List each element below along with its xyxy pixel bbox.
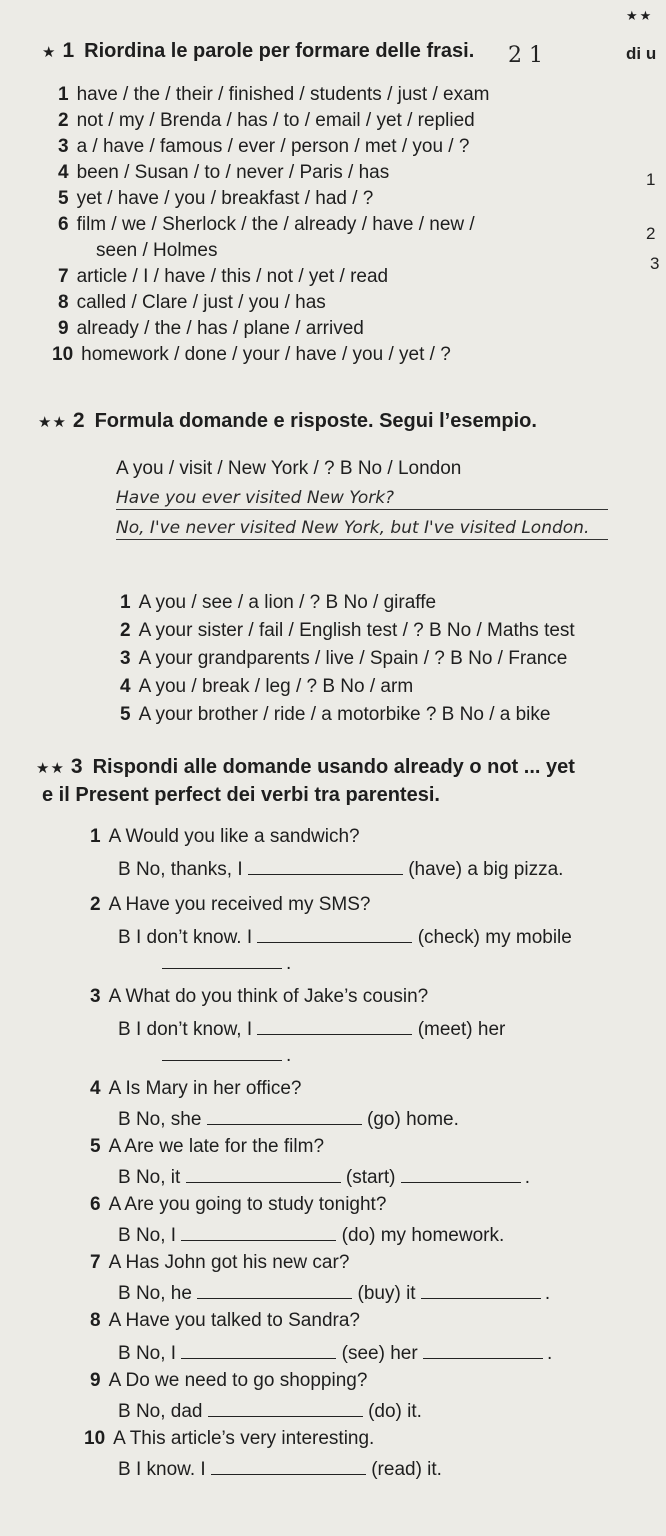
- ex1-item: 6 film / we / Sherlock / the / already / have / new /: [58, 214, 475, 235]
- ex3-question: 9 A Do we need to go shopping?: [90, 1370, 368, 1391]
- ex2-example-answer: No, I've never visited New York, but I've visited London.: [116, 518, 608, 540]
- ex3-question: 1 A Would you like a sandwich?: [90, 826, 360, 847]
- difficulty-stars: ★★: [626, 8, 654, 23]
- ex2-number: 2: [72, 409, 85, 432]
- ex1-item-continued: seen / Holmes: [96, 240, 218, 261]
- ex3-answer: B No, he (buy) it .: [118, 1280, 550, 1305]
- ex2-item: 4 A you / break / leg / ? B No / arm: [120, 676, 414, 697]
- margin-number: 2: [646, 224, 656, 243]
- ex3-answer-continued: .: [162, 1042, 291, 1067]
- ex1-item: 10 homework / done / your / have / you / yet / ?: [52, 344, 451, 365]
- ex2-item: 1 A you / see / a lion / ? B No / giraffe: [120, 592, 437, 613]
- ex3-answer-continued: .: [162, 950, 291, 975]
- handwritten-scribble: 2 1: [508, 43, 543, 68]
- answer-blank[interactable]: [423, 1340, 543, 1359]
- ex3-question: 5 A Are we late for the film?: [90, 1136, 325, 1157]
- ex1-item: 1 have / the / their / finished / students / just / exam: [58, 84, 490, 105]
- ex3-answer: B No, I (see) her .: [118, 1340, 552, 1365]
- answer-blank[interactable]: [197, 1280, 352, 1299]
- ex3-answer: B I don’t know. I (check) my mobile: [118, 924, 572, 949]
- answer-blank[interactable]: [162, 1042, 282, 1061]
- ex3-answer: B No, I (do) my homework.: [118, 1222, 504, 1247]
- ex1-item: 3 a / have / famous / ever / person / met / you / ?: [58, 136, 470, 157]
- star-icon: ★★: [36, 760, 65, 777]
- margin-number: 3: [650, 254, 660, 273]
- ex1-item: 8 called / Clare / just / you / has: [58, 292, 326, 313]
- answer-blank[interactable]: [211, 1456, 366, 1475]
- ex3-question: 7 A Has John got his new car?: [90, 1252, 350, 1273]
- ex1-instruction: Riordina le parole per formare delle frasi.: [84, 40, 475, 62]
- ex2-item: 3 A your grandparents / live / Spain / ? B No / France: [120, 648, 568, 669]
- ex1-item: 9 already / the / has / plane / arrived: [58, 318, 364, 339]
- ex3-answer: B No, she (go) home.: [118, 1106, 459, 1131]
- ex2-instruction: Formula domande e risposte. Segui l’esempio.: [94, 410, 537, 432]
- answer-blank[interactable]: [162, 950, 282, 969]
- ex3-number: 3: [70, 755, 83, 778]
- ex3-answer: B I know. I (read) it.: [118, 1456, 442, 1481]
- answer-blank[interactable]: [181, 1340, 336, 1359]
- ex3-answer: B I don’t know, I (meet) her: [118, 1016, 505, 1041]
- answer-blank[interactable]: [186, 1164, 341, 1183]
- margin-number: 1: [646, 170, 656, 189]
- answer-blank[interactable]: [257, 924, 412, 943]
- ex3-instruction-line2: e il Present perfect dei verbi tra parentesi.: [42, 784, 440, 806]
- ex3-question: 3 A What do you think of Jake’s cousin?: [90, 986, 429, 1007]
- ex1-number: 1: [62, 39, 75, 62]
- ex3-question: 10 A This article’s very interesting.: [84, 1428, 375, 1449]
- answer-blank[interactable]: [421, 1280, 541, 1299]
- ex3-question: 8 A Have you talked to Sandra?: [90, 1310, 360, 1331]
- ex3-question: 4 A Is Mary in her office?: [90, 1078, 302, 1099]
- star-icon: ★: [42, 44, 57, 61]
- ex1-item: 7 article / I / have / this / not / yet / read: [58, 266, 389, 287]
- ex2-example-answer: Have you ever visited New York?: [116, 488, 608, 510]
- ex3-question: 6 A Are you going to study tonight?: [90, 1194, 387, 1215]
- margin-cut-text: di u: [626, 44, 657, 63]
- ex2-item: 5 A your brother / ride / a motorbike ? B No / a bike: [120, 704, 551, 725]
- answer-blank[interactable]: [181, 1222, 336, 1241]
- ex1-heading: [42, 40, 474, 64]
- ex3-answer: B No, thanks, I (have) a big pizza.: [118, 856, 563, 881]
- ex2-item: 2 A your sister / fail / English test / ? B No / Maths test: [120, 620, 575, 641]
- ex3-instruction: Rispondi alle domande usando already o not ... yet: [92, 756, 575, 778]
- ex1-item: 4 been / Susan / to / never / Paris / has: [58, 162, 390, 183]
- answer-blank[interactable]: [401, 1164, 521, 1183]
- ex2-example-prompt: A you / visit / New York / ? B No / London: [116, 458, 462, 479]
- answer-blank[interactable]: [248, 856, 403, 875]
- ex3-answer: B No, dad (do) it.: [118, 1398, 422, 1423]
- ex1-item: 2 not / my / Brenda / has / to / email / yet / replied: [58, 110, 475, 131]
- ex3-answer: B No, it (start) .: [118, 1164, 530, 1189]
- answer-blank[interactable]: [257, 1016, 412, 1035]
- star-icon: ★★: [38, 414, 67, 431]
- ex2-heading: [38, 410, 537, 434]
- answer-blank[interactable]: [207, 1106, 362, 1125]
- ex3-heading: [36, 756, 575, 780]
- ex3-question: 2 A Have you received my SMS?: [90, 894, 371, 915]
- answer-blank[interactable]: [208, 1398, 363, 1417]
- ex1-item: 5 yet / have / you / breakfast / had / ?: [58, 188, 374, 209]
